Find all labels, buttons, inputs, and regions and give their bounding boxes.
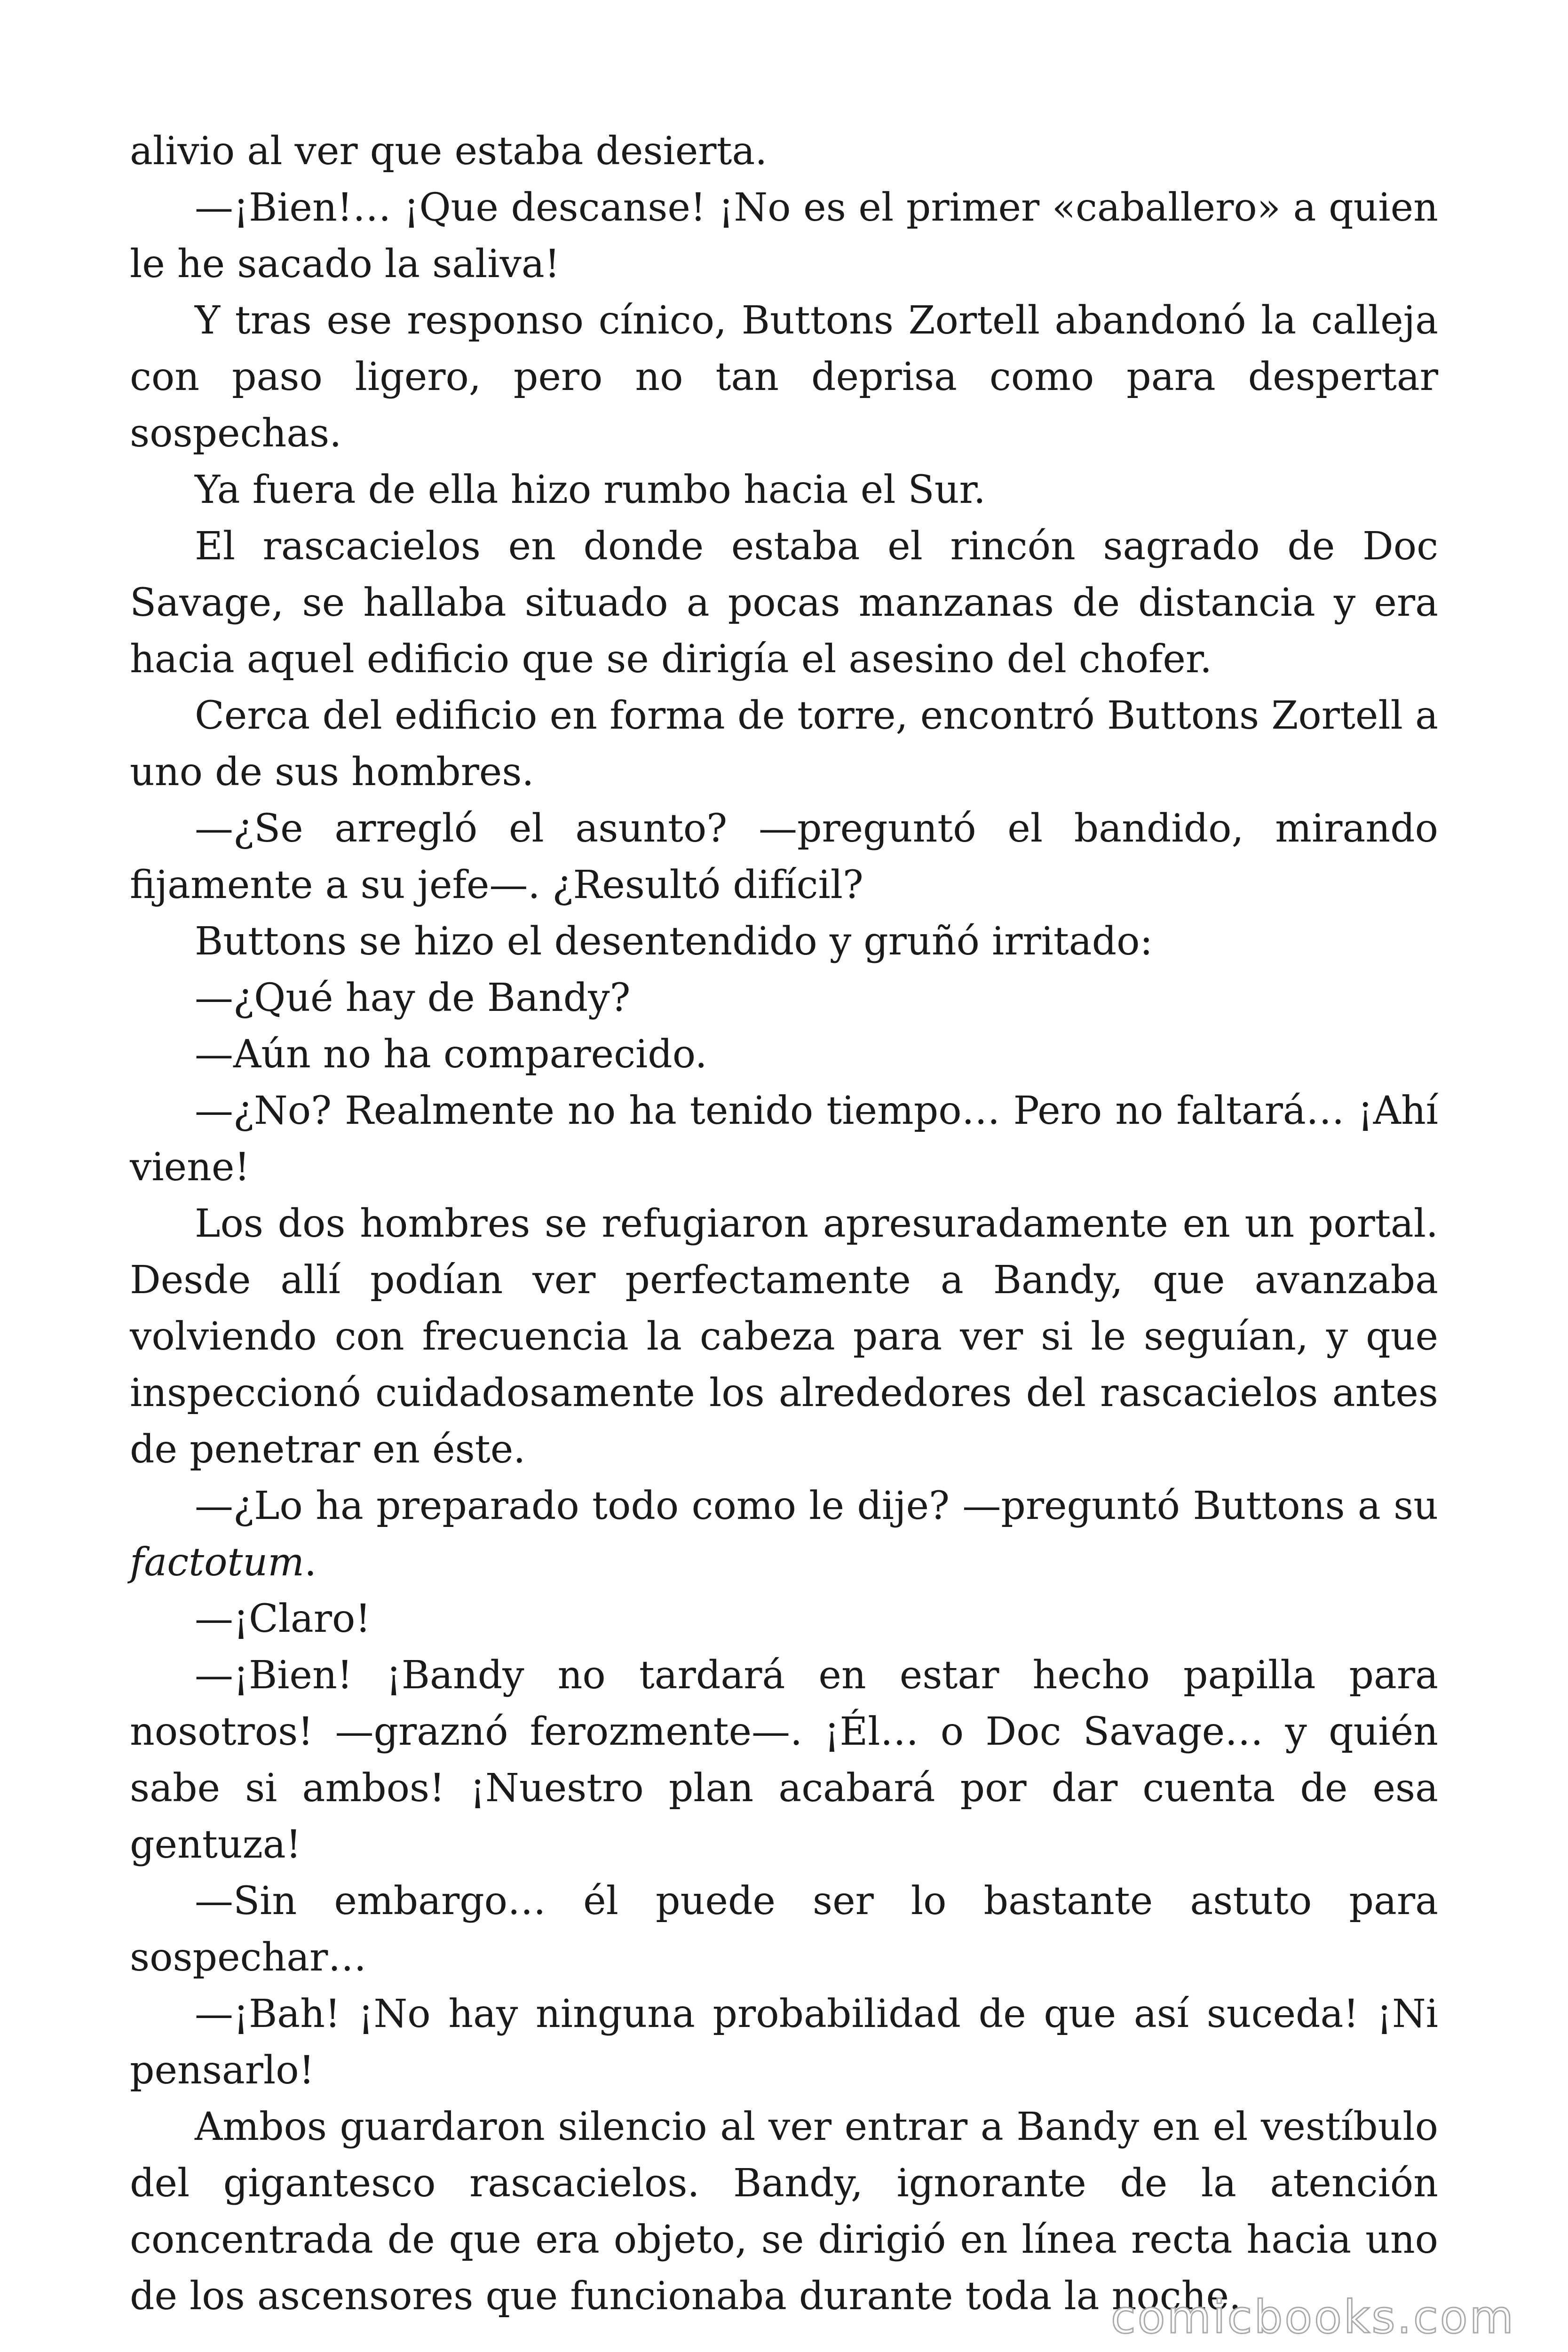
paragraph-11: —¿No? Realmente no ha tenido tiempo… Pero no faltará… ¡Ahí viene!	[130, 1089, 1438, 1190]
paragraph-14: —¡Claro!	[195, 1597, 371, 1641]
paragraph-13	[130, 1478, 1438, 1591]
watermark: comicbooks.com	[1110, 2291, 1515, 2344]
paragraph-13-end: .	[304, 1540, 317, 1585]
paragraph-16: —Sin embargo… él puede ser lo bastante astuto para sospechar…	[130, 1879, 1438, 1980]
paragraph-1: alivio al ver que estaba desierta.	[130, 129, 768, 174]
italic-word: factotum	[130, 1540, 305, 1585]
paragraph-2: —¡Bien!… ¡Que descanse! ¡No es el primer «caballero» a quien le he sacado la saliva!	[130, 185, 1438, 286]
page-body	[130, 123, 1438, 2325]
paragraph-10: —Aún no ha comparecido.	[195, 1032, 707, 1077]
paragraph-7: —¿Se arregló el asunto? —preguntó el bandido, mirando fijamente a su jefe—. ¿Resultó difícil?	[130, 806, 1438, 907]
paragraph-4: Ya fuera de ella hizo rumbo hacia el Sur.	[195, 468, 986, 512]
paragraph-15: —¡Bien! ¡Bandy no tardará en estar hecho papilla para nosotros! —graznó ferozmente—. ¡Él… o Doc Savage… y quién sabe si ambos! ¡Nuestro plan acabará por dar cuenta de esa gentuza!	[130, 1653, 1438, 1867]
paragraph-3: Y tras ese responso cínico, Buttons Zortell abandonó la calleja con paso ligero, pero no tan deprisa como para despertar sospechas.	[130, 298, 1438, 456]
paragraph-5: El rascacielos en donde estaba el rincón sagrado de Doc Savage, se hallaba situado a pocas manzanas de distancia y era hacia aquel edificio que se dirigía el asesino del chofer.	[130, 524, 1438, 682]
paragraph-13-text: —¿Lo ha preparado todo como le dije? —preguntó Buttons a su	[195, 1484, 1438, 1528]
paragraph-18: Ambos guardaron silencio al ver entrar a Bandy en el vestíbulo del gigantesco rascacielos. Bandy, ignorante de la atención concentrada de que era objeto, se dirigió en línea recta hacia uno de los ascensores que funcionaba durante toda la noche.	[130, 2105, 1438, 2319]
paragraph-12: Los dos hombres se refugiaron apresuradamente en un portal. Desde allí podían ver perfectamente a Bandy, que avanzaba volviendo con frecuencia la cabeza para ver si le seguían, y que inspeccionó cuidadosamente los alrededores del rascacielos antes de penetrar en éste.	[130, 1201, 1438, 1472]
paragraph-9: —¿Qué hay de Bandy?	[195, 976, 631, 1020]
paragraph-17: —¡Bah! ¡No hay ninguna probabilidad de que así suceda! ¡Ni pensarlo!	[130, 1992, 1438, 2093]
paragraph-8: Buttons se hizo el desentendido y gruñó irritado:	[195, 919, 1153, 964]
paragraph-6: Cerca del edificio en forma de torre, encontró Buttons Zortell a uno de sus hombres.	[130, 693, 1438, 795]
